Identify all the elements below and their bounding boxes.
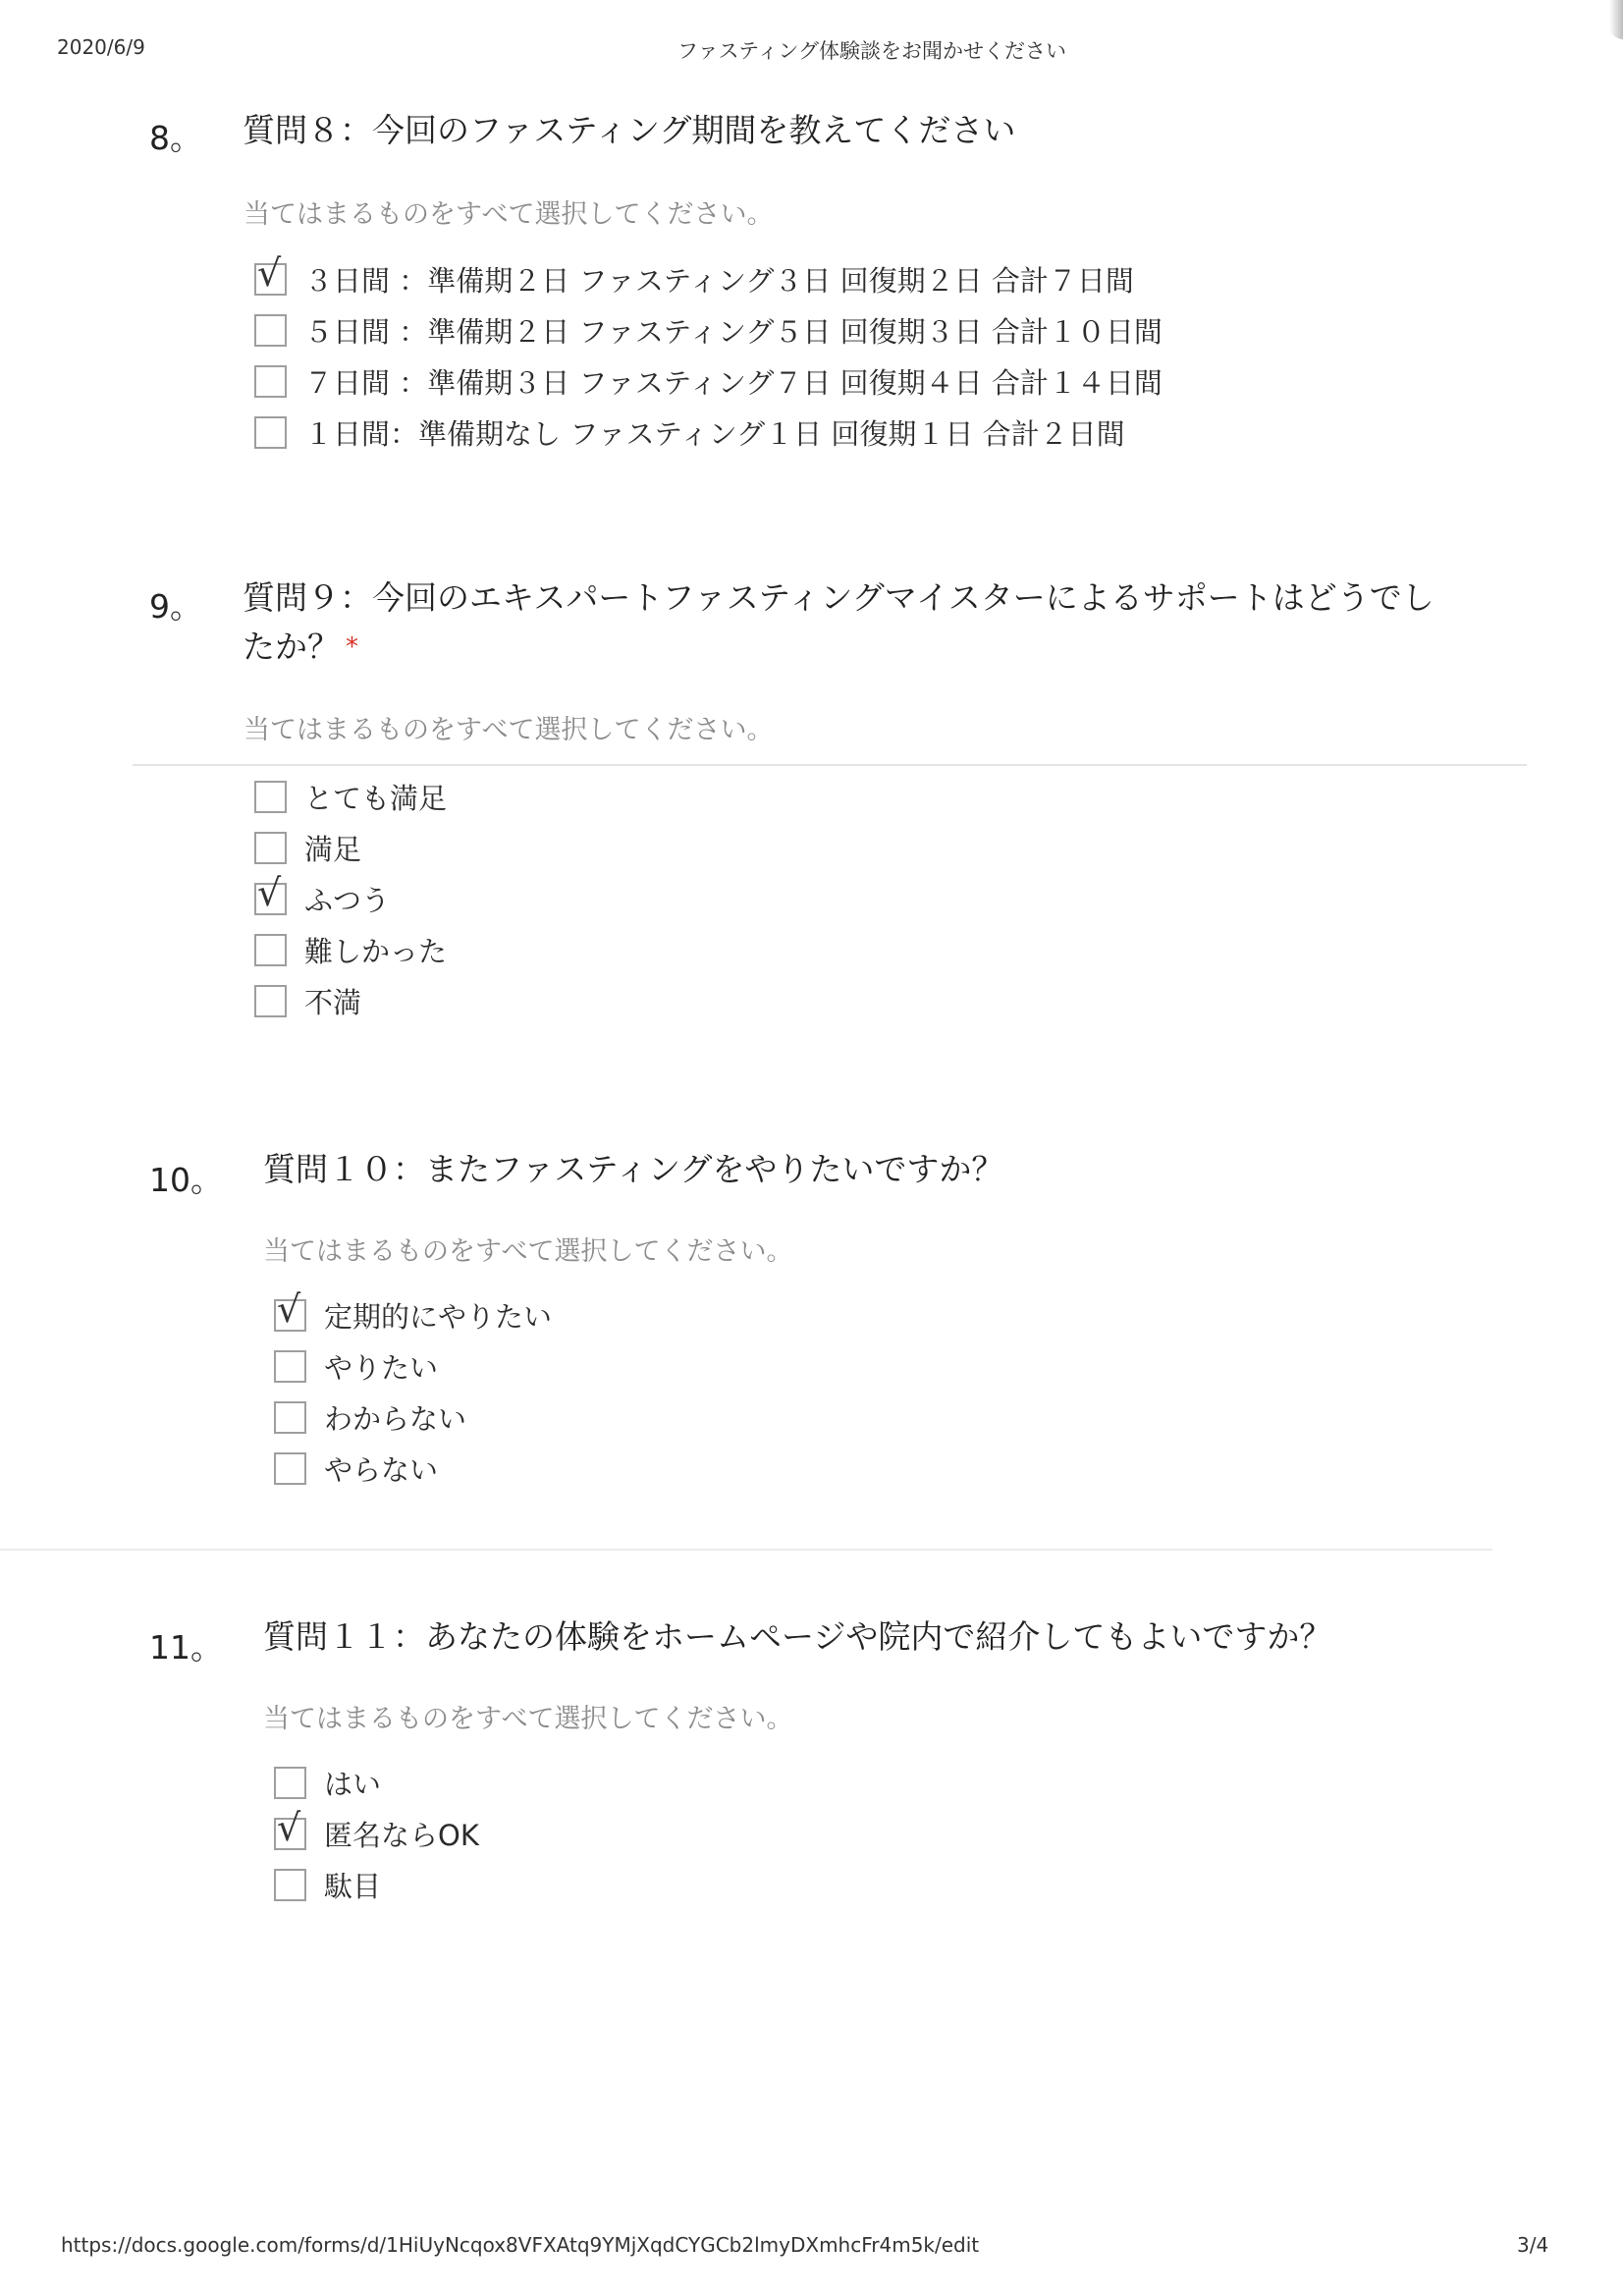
- option-label: 匿名ならOK: [324, 1818, 479, 1852]
- option-label: １日間：準備期なし ファスティング１日 回復期１日 合計２日間: [304, 416, 1125, 451]
- option-label: 難しかった: [304, 934, 448, 968]
- option-label: やらない: [324, 1452, 439, 1487]
- question-hint: 当てはまるものをすべて選択してください。: [263, 1236, 793, 1267]
- option-7-days[interactable]: [254, 361, 1163, 401]
- question-hint: 当てはまるものをすべて選択してください。: [243, 715, 774, 745]
- print-date: 2020/6/9: [57, 35, 145, 59]
- option-difficult[interactable]: [254, 930, 447, 969]
- option-label: ５日間 ：準備期２日 ファスティング５日 回復期３日 合計１０日間: [304, 314, 1163, 349]
- option-3-days[interactable]: [254, 250, 1134, 299]
- required-asterisk: *: [346, 632, 358, 662]
- question-title: [243, 106, 1460, 155]
- checkbox[interactable]: [254, 934, 287, 966]
- checkbox[interactable]: [254, 416, 287, 449]
- option-regularly[interactable]: [274, 1286, 553, 1335]
- option-average[interactable]: [254, 870, 391, 918]
- checkbox[interactable]: [254, 870, 287, 915]
- option-yes[interactable]: [274, 1763, 381, 1802]
- option-label: ７日間 ：準備期３日 ファスティング７日 回復期４日 合計１４日間: [304, 365, 1163, 400]
- question-title-text: 質問９：今回のエキスパートファスティングマイスターによるサポートはどうでしたか？: [243, 578, 1434, 666]
- option-very-satisfied[interactable]: [254, 777, 447, 816]
- option-label: 不満: [304, 985, 362, 1019]
- checkbox[interactable]: [254, 365, 287, 398]
- checkbox[interactable]: [274, 1805, 306, 1850]
- question-number: 8。: [149, 119, 202, 157]
- check-mark-icon: √: [257, 870, 282, 914]
- page-number: 3/4: [1517, 2233, 1549, 2257]
- question-number: 9。: [149, 587, 202, 626]
- checkbox[interactable]: [254, 314, 287, 347]
- question-title-text: 質問１１：あなたの体験をホームページや院内で紹介してもよいですか？: [263, 1617, 1332, 1656]
- option-label: やりたい: [324, 1350, 439, 1385]
- option-label: ３日間 ：準備期２日 ファスティング３日 回復期２日 合計７日間: [304, 263, 1134, 298]
- checkbox[interactable]: [274, 1869, 306, 1901]
- option-label: はい: [324, 1767, 382, 1801]
- option-5-days[interactable]: [254, 310, 1163, 350]
- checkbox[interactable]: [274, 1350, 306, 1383]
- option-label: 定期的にやりたい: [324, 1299, 553, 1334]
- question-title: [243, 574, 1450, 672]
- option-label: ふつう: [304, 883, 391, 917]
- option-no[interactable]: [274, 1865, 381, 1904]
- option-satisfied[interactable]: [254, 828, 361, 867]
- option-label: 駄目: [324, 1869, 382, 1903]
- question-title-text: 質問１０：またファスティングをやりたいですか？: [263, 1150, 1004, 1188]
- checkbox[interactable]: [274, 1767, 306, 1799]
- option-dissatisfied[interactable]: [254, 981, 361, 1020]
- option-label: とても満足: [304, 781, 448, 815]
- question-hint: 当てはまるものをすべて選択してください。: [243, 199, 774, 230]
- question-hint: 当てはまるものをすべて選択してください。: [263, 1704, 793, 1734]
- checkbox[interactable]: [254, 832, 287, 864]
- checkbox[interactable]: [274, 1452, 306, 1485]
- question-title: [263, 1613, 1481, 1662]
- option-unsure[interactable]: [274, 1397, 466, 1437]
- option-label: わからない: [324, 1401, 467, 1436]
- option-anonymous-ok[interactable]: [274, 1805, 479, 1853]
- option-want-to[interactable]: [274, 1346, 438, 1386]
- check-mark-icon: √: [277, 1286, 301, 1331]
- checkbox[interactable]: [274, 1401, 306, 1434]
- question-title: [263, 1145, 1481, 1194]
- scan-edge-shadow: [1609, 0, 1623, 39]
- option-label: 満足: [304, 832, 362, 866]
- checkbox[interactable]: [254, 250, 287, 296]
- check-mark-icon: √: [257, 250, 282, 295]
- question-title-text: 質問８：今回のファスティング期間を教えてください: [243, 111, 1016, 149]
- option-1-day[interactable]: [254, 412, 1125, 452]
- checkbox[interactable]: [274, 1286, 306, 1332]
- document-title: ファスティング体験談をお聞かせください: [677, 39, 1067, 63]
- question-number: 11。: [149, 1628, 223, 1667]
- checkbox[interactable]: [254, 781, 287, 813]
- scan-artifact-line: [133, 764, 1527, 766]
- check-mark-icon: √: [277, 1805, 301, 1849]
- scan-artifact-line: [0, 1549, 1492, 1551]
- checkbox[interactable]: [254, 985, 287, 1017]
- page-url: https://docs.google.com/forms/d/1HiUyNcqox8VFXAtq9YMjXqdCYGCb2lmyDXmhcFr4m5k/edit: [61, 2233, 980, 2257]
- option-will-not[interactable]: [274, 1449, 438, 1488]
- question-number: 10。: [149, 1161, 223, 1199]
